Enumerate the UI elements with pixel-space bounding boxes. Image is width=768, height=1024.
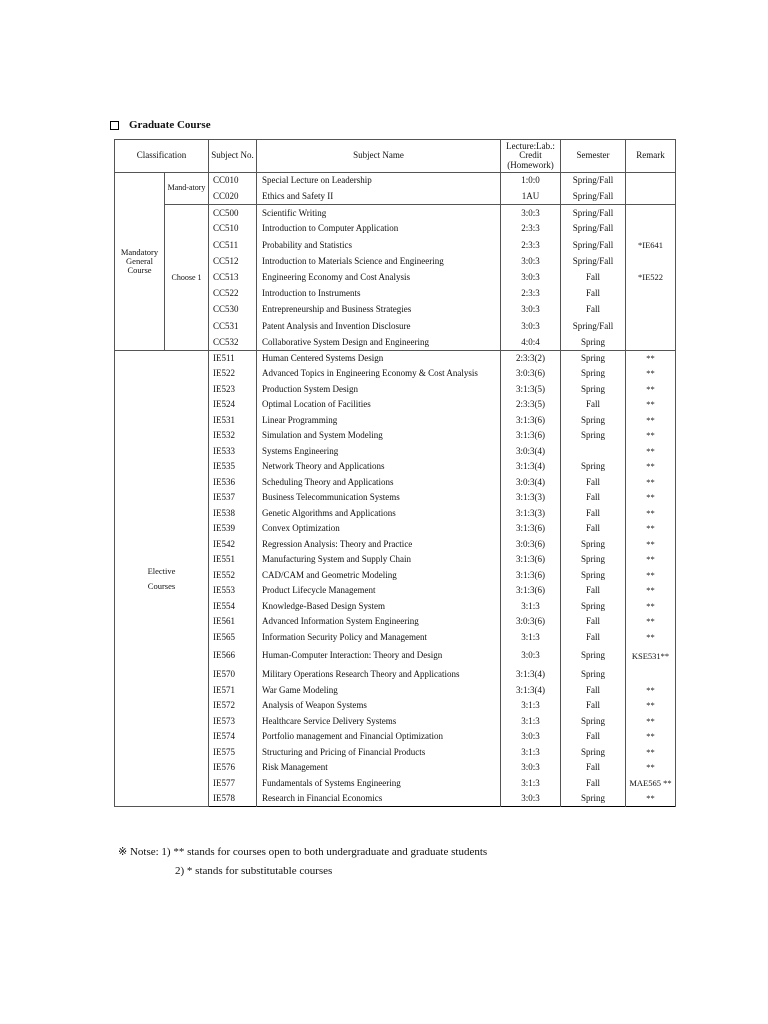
group-choose-one: Choose 1 xyxy=(165,205,209,351)
remark xyxy=(626,221,676,237)
semester: Fall xyxy=(561,698,626,714)
lecture-credit: 3:1:3(6) xyxy=(501,428,561,444)
subject-no: IE575 xyxy=(209,745,257,761)
subject-name: Collaborative System Design and Engineering xyxy=(262,336,429,347)
lecture-credit: 3:1:3(3) xyxy=(501,506,561,522)
remark: ** xyxy=(626,714,676,730)
remark: ** xyxy=(626,382,676,398)
semester: Spring xyxy=(561,459,626,475)
remark: ** xyxy=(626,745,676,761)
subject-name: Scientific Writing xyxy=(257,205,501,221)
subject-name: Structuring and Pricing of Financial Products xyxy=(262,746,426,757)
subject-name: Analysis of Weapon Systems xyxy=(262,700,367,711)
subject-no: IE511 xyxy=(209,351,257,367)
subject-no: IE572 xyxy=(209,698,257,714)
lecture-credit: 2:3:3 xyxy=(501,237,561,253)
subject-name: Knowledge-Based Design System xyxy=(262,600,385,611)
remark: ** xyxy=(626,397,676,413)
subject-name: Introduction to Instruments xyxy=(262,288,361,299)
subject-no: IE566 xyxy=(209,645,257,667)
subject-name: Introduction to Computer Application xyxy=(262,223,399,234)
lecture-credit: 3:0:3(4) xyxy=(501,475,561,491)
subject-no: IE553 xyxy=(209,583,257,599)
semester: Spring xyxy=(561,791,626,807)
subject-no: IE535 xyxy=(209,459,257,475)
semester: Fall xyxy=(561,397,626,413)
subject-name: Ethics and Safety II xyxy=(262,190,334,201)
semester: Spring xyxy=(561,382,626,398)
remark: KSE531** xyxy=(626,645,676,667)
subject-no: IE554 xyxy=(209,599,257,615)
subject-no: CC510 xyxy=(209,221,257,237)
lecture-credit: 3:1:3(4) xyxy=(501,667,561,683)
subject-no: IE542 xyxy=(209,537,257,553)
subject-name: Information Security Policy and Management xyxy=(262,631,427,642)
subject-name: War Game Modeling xyxy=(262,684,338,695)
lecture-credit: 3:0:3 xyxy=(501,791,561,807)
semester: Spring xyxy=(561,334,626,350)
semester: Spring xyxy=(561,552,626,568)
lecture-credit: 3:1:3(5) xyxy=(501,382,561,398)
remark: ** xyxy=(626,506,676,522)
subject-name: Entrepreneurship and Business Strategies xyxy=(262,304,412,315)
subject-no: CC020 xyxy=(209,189,257,205)
footnotes xyxy=(118,843,487,881)
semester: Fall xyxy=(561,614,626,630)
semester: Spring xyxy=(561,366,626,382)
remark: ** xyxy=(626,552,676,568)
lecture-credit: 3:0:3 xyxy=(501,205,561,221)
subject-name: Network Theory and Applications xyxy=(262,461,385,472)
subject-no: CC531 xyxy=(209,318,257,334)
lecture-credit: 2:3:3(5) xyxy=(501,397,561,413)
remark: ** xyxy=(626,475,676,491)
subject-no: IE538 xyxy=(209,506,257,522)
remark: ** xyxy=(626,521,676,537)
subject-name: CAD/CAM and Geometric Modeling xyxy=(262,569,397,580)
semester: Spring/Fall xyxy=(561,189,626,205)
subject-no: IE552 xyxy=(209,568,257,584)
semester: Fall xyxy=(561,683,626,699)
header-subject-name: Subject Name xyxy=(257,140,501,173)
semester: Spring xyxy=(561,645,626,667)
lecture-credit: 3:0:3 xyxy=(501,302,561,318)
semester: Spring xyxy=(561,568,626,584)
subject-no: IE523 xyxy=(209,382,257,398)
table-row xyxy=(115,205,676,221)
remark xyxy=(626,318,676,334)
subject-name: Human-Computer Interaction: Theory and Design xyxy=(262,650,443,661)
subject-name: Systems Engineering xyxy=(262,445,339,456)
subject-no: CC010 xyxy=(209,173,257,189)
checkbox-square-icon xyxy=(110,121,119,130)
subject-no: CC532 xyxy=(209,334,257,350)
semester: Spring/Fall xyxy=(561,173,626,189)
semester: Fall xyxy=(561,776,626,792)
heading-text: Graduate Course xyxy=(129,119,211,131)
subject-name: Regression Analysis: Theory and Practice xyxy=(262,538,413,549)
remark: ** xyxy=(626,760,676,776)
remark: *IE641 xyxy=(626,237,676,253)
subject-name: Convex Optimization xyxy=(262,523,340,534)
group-mandatory-general: Mandatory General Course xyxy=(115,173,165,351)
subject-no: CC530 xyxy=(209,302,257,318)
section-heading xyxy=(110,119,211,131)
subject-no: IE570 xyxy=(209,667,257,683)
subject-no: IE531 xyxy=(209,413,257,429)
lecture-credit: 3:0:3(6) xyxy=(501,537,561,553)
remark: ** xyxy=(626,537,676,553)
subject-no: IE577 xyxy=(209,776,257,792)
lecture-credit: 2:3:3 xyxy=(501,221,561,237)
subject-name: Manufacturing System and Supply Chain xyxy=(262,554,411,565)
subject-name: Advanced Information System Engineering xyxy=(262,616,419,627)
subject-no: IE533 xyxy=(209,444,257,460)
subject-name: Risk Management xyxy=(262,762,328,773)
semester: Spring/Fall xyxy=(561,318,626,334)
lecture-credit: 3:1:3(6) xyxy=(501,552,561,568)
remark: ** xyxy=(626,683,676,699)
remark: ** xyxy=(626,583,676,599)
remark: ** xyxy=(626,630,676,646)
header-lecture: Lecture:Lab.: Credit (Homework) xyxy=(501,140,561,173)
subject-no: IE574 xyxy=(209,729,257,745)
semester: Fall xyxy=(561,583,626,599)
remark: ** xyxy=(626,459,676,475)
semester: Spring/Fall xyxy=(561,205,626,221)
lecture-credit: 3:0:3(4) xyxy=(501,444,561,460)
semester: Fall xyxy=(561,490,626,506)
subject-name: Fundamentals of Systems Engineering xyxy=(262,777,401,788)
remark: ** xyxy=(626,614,676,630)
elective-label-line2: Courses xyxy=(147,580,176,591)
lecture-credit: 3:1:3 xyxy=(501,776,561,792)
semester: Fall xyxy=(561,475,626,491)
subject-name: Portfolio management and Financial Optimization xyxy=(262,731,443,742)
semester: Spring/Fall xyxy=(561,221,626,237)
semester: Spring xyxy=(561,599,626,615)
subject-no: IE561 xyxy=(209,614,257,630)
subject-no: IE571 xyxy=(209,683,257,699)
header-remark: Remark xyxy=(626,140,676,173)
subject-name: Introduction to Materials Science and Engineering xyxy=(262,255,444,266)
group-mandatory: Mand-atory xyxy=(165,173,209,205)
remark: ** xyxy=(626,490,676,506)
lecture-credit: 3:0:3 xyxy=(501,318,561,334)
subject-no: IE551 xyxy=(209,552,257,568)
semester: Fall xyxy=(561,729,626,745)
subject-name: Human Centered Systems Design xyxy=(257,351,501,367)
lecture-credit: 2:3:3 xyxy=(501,286,561,302)
subject-no: CC500 xyxy=(209,205,257,221)
semester: Spring xyxy=(561,413,626,429)
semester: Fall xyxy=(561,760,626,776)
subject-name: Genetic Algorithms and Applications xyxy=(262,507,396,518)
semester: Spring xyxy=(561,351,626,367)
course-table xyxy=(114,139,676,807)
subject-name: Healthcare Service Delivery Systems xyxy=(262,715,397,726)
table-row xyxy=(115,351,676,367)
lecture-credit: 3:0:3(6) xyxy=(501,614,561,630)
subject-no: IE573 xyxy=(209,714,257,730)
lecture-credit: 3:0:3(6) xyxy=(501,366,561,382)
remark: ** xyxy=(626,568,676,584)
lecture-credit: 3:0:3 xyxy=(501,729,561,745)
lecture-credit: 3:1:3(4) xyxy=(501,683,561,699)
semester: Spring/Fall xyxy=(561,237,626,253)
lecture-credit: 3:1:3 xyxy=(501,630,561,646)
group-elective-courses xyxy=(115,351,209,807)
subject-name: Research in Financial Economics xyxy=(262,792,383,803)
remark xyxy=(626,253,676,269)
table-header-row xyxy=(115,140,676,173)
semester: Spring xyxy=(561,714,626,730)
subject-name: Product Lifecycle Management xyxy=(262,585,376,596)
subject-name: Scheduling Theory and Applications xyxy=(262,476,394,487)
lecture-credit: 3:1:3(6) xyxy=(501,583,561,599)
lecture-credit: 3:1:3 xyxy=(501,599,561,615)
elective-label-line1: Elective xyxy=(147,565,176,576)
semester: Spring xyxy=(561,745,626,761)
subject-name: Engineering Economy and Cost Analysis xyxy=(262,272,410,282)
subject-no: IE524 xyxy=(209,397,257,413)
remark xyxy=(626,286,676,302)
header-semester: Semester xyxy=(561,140,626,173)
subject-no: IE537 xyxy=(209,490,257,506)
note-line-2: 2) * stands for substitutable courses xyxy=(175,865,333,877)
subject-no: IE565 xyxy=(209,630,257,646)
semester: Fall xyxy=(561,630,626,646)
lecture-credit: 3:0:3 xyxy=(501,645,561,667)
subject-no: IE576 xyxy=(209,760,257,776)
subject-no: CC512 xyxy=(209,253,257,269)
remark: *IE522 xyxy=(626,270,676,286)
lecture-credit: 4:0:4 xyxy=(501,334,561,350)
remark: ** xyxy=(626,729,676,745)
subject-name: Optimal Location of Facilities xyxy=(262,399,371,410)
lecture-credit: 3:1:3 xyxy=(501,698,561,714)
lecture-credit: 1AU xyxy=(501,189,561,205)
semester: Spring xyxy=(561,667,626,683)
subject-name: Special Lecture on Leadership xyxy=(257,173,501,189)
lecture-credit: 3:1:3(6) xyxy=(501,568,561,584)
subject-name: Advanced Topics in Engineering Economy & Cost Analysis xyxy=(262,368,478,379)
lecture-credit: 3:1:3(4) xyxy=(501,459,561,475)
subject-no: CC522 xyxy=(209,286,257,302)
remark xyxy=(626,173,676,189)
lecture-credit: 3:1:3(6) xyxy=(501,413,561,429)
subject-no: IE536 xyxy=(209,475,257,491)
subject-name: Linear Programming xyxy=(262,414,338,425)
semester: Spring xyxy=(561,537,626,553)
lecture-credit: 3:1:3 xyxy=(501,714,561,730)
semester: Fall xyxy=(561,302,626,318)
table-row xyxy=(115,173,676,189)
note-line-1: ※ Notse: 1) ** stands for courses open to both undergraduate and graduate students xyxy=(118,846,488,858)
subject-no: CC513 xyxy=(209,270,257,286)
subject-no: CC511 xyxy=(209,237,257,253)
subject-no: IE532 xyxy=(209,428,257,444)
remark xyxy=(626,205,676,221)
subject-name: Military Operations Research Theory and Applications xyxy=(262,669,460,680)
header-subject-no: Subject No. xyxy=(209,140,257,173)
lecture-credit: 3:1:3(3) xyxy=(501,490,561,506)
lecture-credit: 3:1:3(6) xyxy=(501,521,561,537)
lecture-credit: 2:3:3(2) xyxy=(501,351,561,367)
remark: ** xyxy=(626,444,676,460)
lecture-credit: 3:0:3 xyxy=(501,253,561,269)
subject-no: IE539 xyxy=(209,521,257,537)
header-classification: Classification xyxy=(115,140,209,173)
semester: Fall xyxy=(561,286,626,302)
remark: ** xyxy=(626,413,676,429)
subject-name: Simulation and System Modeling xyxy=(262,430,383,441)
subject-no: IE522 xyxy=(209,366,257,382)
lecture-credit: 1:0:0 xyxy=(501,173,561,189)
remark xyxy=(626,189,676,205)
subject-name: Production System Design xyxy=(262,383,358,394)
remark: ** xyxy=(626,428,676,444)
remark: MAE565 ** xyxy=(626,776,676,792)
lecture-credit: 3:0:3 xyxy=(501,760,561,776)
semester: Fall xyxy=(561,521,626,537)
remark: ** xyxy=(626,599,676,615)
remark xyxy=(626,302,676,318)
subject-name: Probability and Statistics xyxy=(262,239,352,250)
remark xyxy=(626,667,676,683)
lecture-credit: 3:1:3 xyxy=(501,745,561,761)
remark: ** xyxy=(626,351,676,367)
subject-no: IE578 xyxy=(209,791,257,807)
remark: ** xyxy=(626,366,676,382)
semester xyxy=(561,444,626,460)
semester: Fall xyxy=(561,270,626,286)
semester: Spring xyxy=(561,428,626,444)
semester: Fall xyxy=(561,506,626,522)
subject-name: Patent Analysis and Invention Disclosure xyxy=(262,320,411,331)
remark: ** xyxy=(626,698,676,714)
remark: ** xyxy=(626,791,676,807)
remark xyxy=(626,334,676,350)
subject-name: Business Telecommunication Systems xyxy=(262,492,400,503)
semester: Spring/Fall xyxy=(561,253,626,269)
lecture-credit: 3:0:3 xyxy=(501,270,561,286)
